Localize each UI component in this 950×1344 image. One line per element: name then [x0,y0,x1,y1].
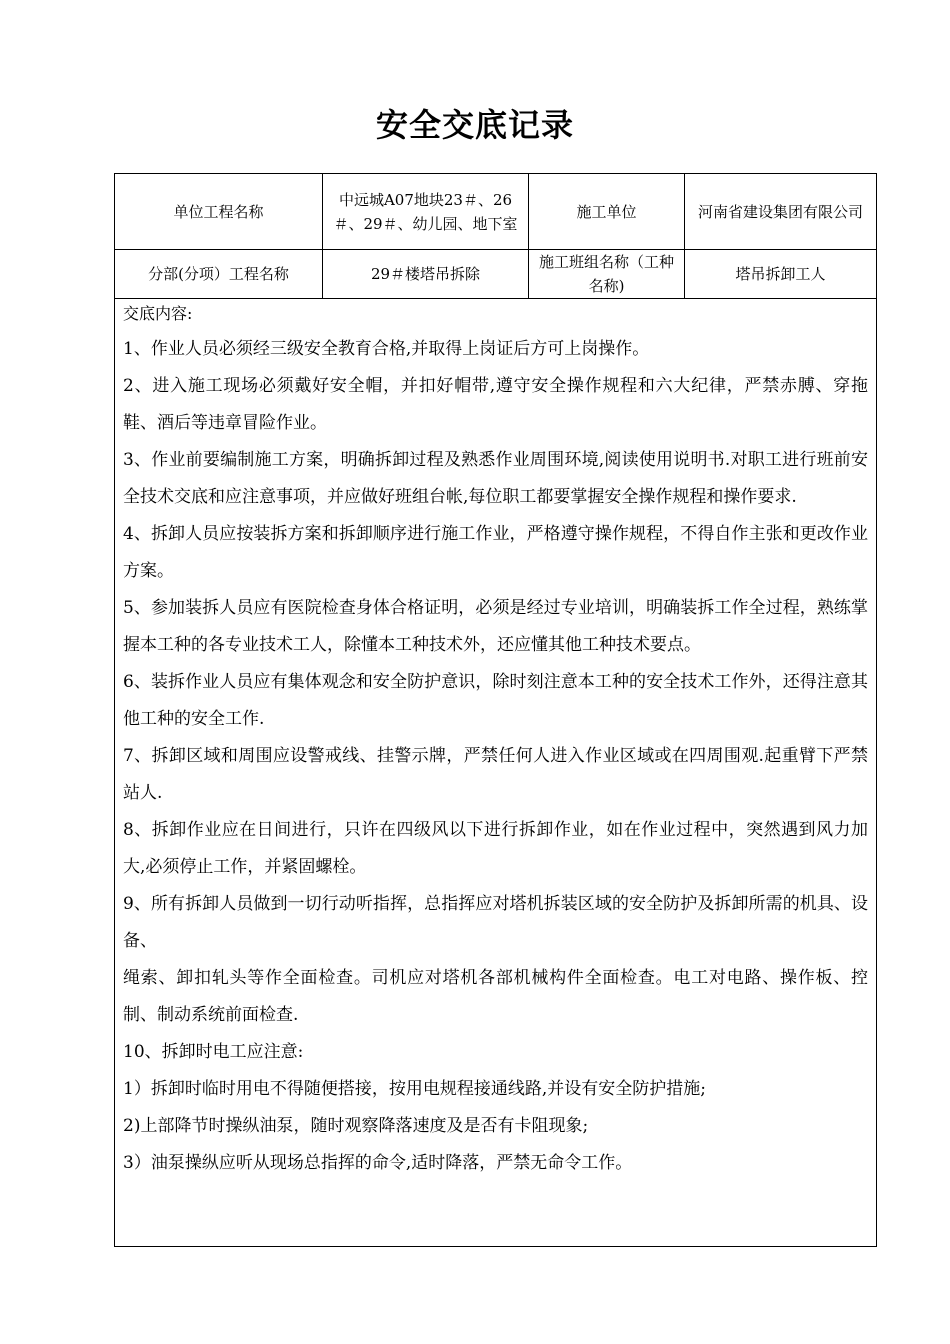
content-item: 5、参加装拆人员应有医院检查身体合格证明，必须是经过专业培训，明确装拆工作全过程，熟练掌握本工种的各专业技术工人，除懂本工种技术外，还应懂其他工种技术要点。 [123,598,868,655]
team-name-value: 塔吊拆卸工人 [685,250,877,299]
construction-unit-label: 施工单位 [529,174,685,250]
content-item: 2)上部降节时操纵油泵，随时观察降落速度及是否有卡阻现象; [123,1116,589,1136]
project-name-label: 单位工程名称 [115,174,323,250]
content-item: 2、进入施工现场必须戴好安全帽，并扣好帽带,遵守安全操作规程和六大纪律，严禁赤膊、穿拖鞋、酒后等违章冒险作业。 [123,376,868,433]
content-item: 10、拆卸时电工应注意: [123,1042,304,1062]
team-name-label: 施工班组名称（工种名称) [529,250,685,299]
sub-project-value: 29＃楼塔吊拆除 [323,250,529,299]
project-name-value: 中远城A07地块23＃、26＃、29＃、幼儿园、地下室 [323,174,529,250]
page-title: 安全交底记录 [375,106,574,144]
content-item: 3、作业前要编制施工方案，明确拆卸过程及熟悉作业周围环境,阅读使用说明书.对职工进行班前安全技术交底和应注意事项，并应做好班组台帐,每位职工都要掌握安全操作规程和操作要求. [123,450,868,507]
safety-briefing-table [114,173,877,1247]
content-intro: 交底内容: [123,304,193,323]
content-row [115,299,877,1247]
content-item: 绳索、卸扣轧头等作全面检查。司机应对塔机各部机械构件全面检查。电工对电路、操作板、控制、制动系统前面检查. [123,968,868,1025]
content-item: 4、拆卸人员应按装拆方案和拆卸顺序进行施工作业，严格遵守操作规程，不得自作主张和更改作业方案。 [123,524,868,581]
table-row [115,250,877,299]
content-item: 1、作业人员必须经三级安全教育合格,并取得上岗证后方可上岗操作。 [123,339,650,359]
content-item: 8、拆卸作业应在日间进行，只许在四级风以下进行拆卸作业，如在作业过程中，突然遇到风力加大,必须停止工作，并紧固螺栓。 [123,820,868,877]
sub-project-label: 分部(分项）工程名称 [115,250,323,299]
content-item: 7、拆卸区域和周围应设警戒线、挂警示牌，严禁任何人进入作业区域或在四周围观.起重臂下严禁站人. [123,746,868,803]
briefing-content [115,299,877,1247]
content-item: 1）拆卸时临时用电不得随便搭接，按用电规程接通线路,并设有安全防护措施; [123,1079,706,1099]
table-row [115,174,877,250]
content-item: 9、所有拆卸人员做到一切行动听指挥，总指挥应对塔机拆装区域的安全防护及拆卸所需的机具、设备、 [123,894,868,951]
construction-unit-value: 河南省建设集团有限公司 [685,174,877,250]
content-item: 3）油泵操纵应听从现场总指挥的命令,适时降落，严禁无命令工作。 [123,1153,633,1173]
content-item: 6、装拆作业人员应有集体观念和安全防护意识，除时刻注意本工种的安全技术工作外，还得注意其他工种的安全工作. [123,672,868,729]
